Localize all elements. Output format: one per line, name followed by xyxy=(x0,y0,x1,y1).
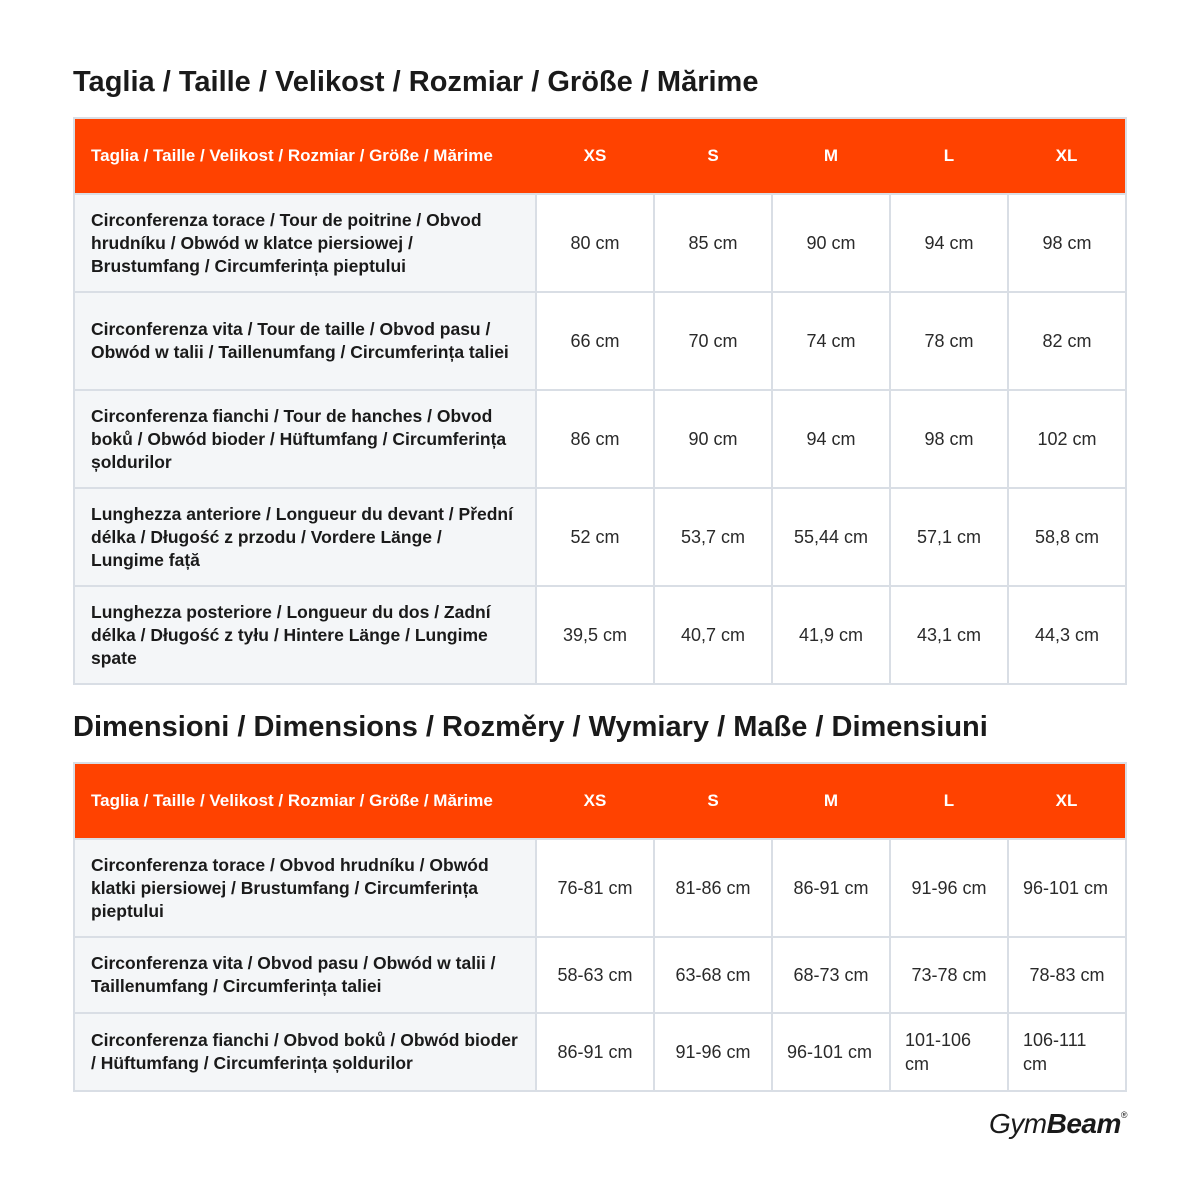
table-cell: 94 cm xyxy=(772,390,890,488)
table-cell: 63-68 cm xyxy=(654,937,772,1013)
logo-text-beam: Beam xyxy=(1046,1108,1121,1139)
header-cell-xs: XS xyxy=(536,118,654,194)
table-cell: 85 cm xyxy=(654,194,772,292)
table-cell: 52 cm xyxy=(536,488,654,586)
header-cell-l: L xyxy=(890,118,1008,194)
table-cell: 43,1 cm xyxy=(890,586,1008,684)
row-label: Circonferenza fianchi / Obvod boků / Obwód bioder / Hüftumfang / Circumferința șoldurilor xyxy=(74,1013,536,1091)
size-table xyxy=(73,117,1127,685)
row-label: Circonferenza fianchi / Tour de hanches / Obvod boků / Obwód bioder / Hüftumfang / Circumferința șoldurilor xyxy=(74,390,536,488)
header-cell-size: Taglia / Taille / Velikost / Rozmiar / Größe / Mărime xyxy=(74,763,536,839)
table-cell: 96-101 cm xyxy=(1008,839,1126,937)
table-row xyxy=(74,390,1126,488)
table-cell: 98 cm xyxy=(890,390,1008,488)
row-label: Lunghezza anteriore / Longueur du devant / Přední délka / Długość z przodu / Vordere Länge / Lungime față xyxy=(74,488,536,586)
table-cell: 90 cm xyxy=(772,194,890,292)
table-cell: 76-81 cm xyxy=(536,839,654,937)
table-cell: 58,8 cm xyxy=(1008,488,1126,586)
table-cell: 81-86 cm xyxy=(654,839,772,937)
table-row xyxy=(74,586,1126,684)
header-cell-xs: XS xyxy=(536,763,654,839)
header-cell-s: S xyxy=(654,763,772,839)
table-row xyxy=(74,292,1126,390)
table-cell: 57,1 cm xyxy=(890,488,1008,586)
table-cell: 98 cm xyxy=(1008,194,1126,292)
row-label: Circonferenza torace / Obvod hrudníku / Obwód klatki piersiowej / Brustumfang / Circumferința pieptului xyxy=(74,839,536,937)
size-table-header-row xyxy=(74,118,1126,194)
table-cell: 86-91 cm xyxy=(536,1013,654,1091)
table-cell: 53,7 cm xyxy=(654,488,772,586)
header-cell-l: L xyxy=(890,763,1008,839)
table-cell: 101-106 cm xyxy=(890,1013,1008,1091)
table-cell: 44,3 cm xyxy=(1008,586,1126,684)
table-row xyxy=(74,1013,1126,1091)
header-cell-xl: XL xyxy=(1008,763,1126,839)
table-cell: 58-63 cm xyxy=(536,937,654,1013)
header-cell-xl: XL xyxy=(1008,118,1126,194)
table-row xyxy=(74,194,1126,292)
table-cell: 90 cm xyxy=(654,390,772,488)
table-cell: 40,7 cm xyxy=(654,586,772,684)
table-cell: 94 cm xyxy=(890,194,1008,292)
table-cell: 96-101 cm xyxy=(772,1013,890,1091)
table-cell: 91-96 cm xyxy=(890,839,1008,937)
header-cell-m: M xyxy=(772,118,890,194)
table-cell: 70 cm xyxy=(654,292,772,390)
header-cell-s: S xyxy=(654,118,772,194)
gymbeam-logo xyxy=(989,1108,1127,1140)
table-cell: 68-73 cm xyxy=(772,937,890,1013)
table-cell: 73-78 cm xyxy=(890,937,1008,1013)
table-cell: 39,5 cm xyxy=(536,586,654,684)
table-cell: 78-83 cm xyxy=(1008,937,1126,1013)
dimensions-table-header-row xyxy=(74,763,1126,839)
table-row xyxy=(74,839,1126,937)
header-cell-size: Taglia / Taille / Velikost / Rozmiar / Größe / Mărime xyxy=(74,118,536,194)
table-cell: 74 cm xyxy=(772,292,890,390)
row-label: Circonferenza torace / Tour de poitrine / Obvod hrudníku / Obwód w klatce piersiowej / Brustumfang / Circumferința pieptului xyxy=(74,194,536,292)
registered-mark: ® xyxy=(1120,1110,1127,1120)
table-cell: 102 cm xyxy=(1008,390,1126,488)
table-cell: 91-96 cm xyxy=(654,1013,772,1091)
dimensions-table xyxy=(73,762,1127,1092)
row-label: Circonferenza vita / Obvod pasu / Obwód w talii / Taillenumfang / Circumferința taliei xyxy=(74,937,536,1013)
size-table-title: Taglia / Taille / Velikost / Rozmiar / Größe / Mărime xyxy=(73,66,759,98)
table-cell: 80 cm xyxy=(536,194,654,292)
logo-text-gym: Gym xyxy=(988,1108,1047,1139)
row-label: Circonferenza vita / Tour de taille / Obvod pasu / Obwód w talii / Taillenumfang / Circumferința taliei xyxy=(74,292,536,390)
table-cell: 55,44 cm xyxy=(772,488,890,586)
row-label: Lunghezza posteriore / Longueur du dos / Zadní délka / Długość z tyłu / Hintere Länge / Lungime spate xyxy=(74,586,536,684)
table-cell: 66 cm xyxy=(536,292,654,390)
table-row xyxy=(74,488,1126,586)
table-cell: 86-91 cm xyxy=(772,839,890,937)
table-row xyxy=(74,937,1126,1013)
header-cell-m: M xyxy=(772,763,890,839)
dimensions-table-title: Dimensioni / Dimensions / Rozměry / Wymiary / Maße / Dimensiuni xyxy=(73,711,988,743)
table-cell: 86 cm xyxy=(536,390,654,488)
table-cell: 106-111 cm xyxy=(1008,1013,1126,1091)
table-cell: 78 cm xyxy=(890,292,1008,390)
table-cell: 41,9 cm xyxy=(772,586,890,684)
table-cell: 82 cm xyxy=(1008,292,1126,390)
